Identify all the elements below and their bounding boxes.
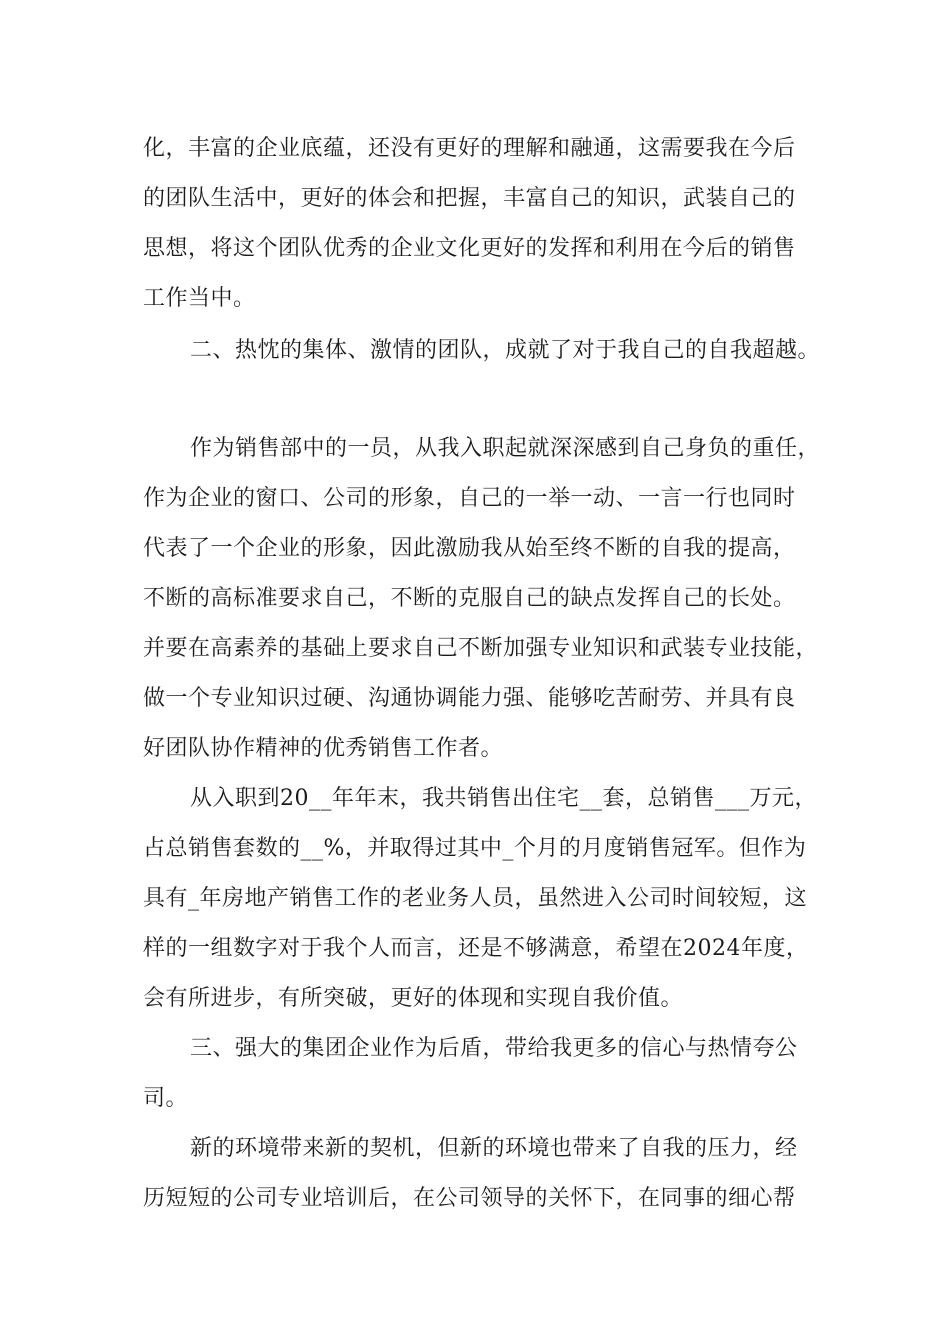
section-heading-3: 三、强大的集团企业作为后盾，带给我更多的信心与热情夸公 — [190, 1036, 798, 1061]
paragraph-line: 工作当中。 — [143, 286, 256, 311]
paragraph-line: 化，丰富的企业底蕴，还没有更好的理解和融通，这需要我在今后 — [143, 136, 796, 161]
paragraph-line: 不断的高标准要求自己，不断的克服自己的缺点发挥自己的长处。 — [143, 586, 796, 611]
paragraph-line: 历短短的公司专业培训后，在公司领导的关怀下，在同事的细心帮 — [143, 1186, 796, 1211]
paragraph-line: 作为销售部中的一员，从我入职起就深深感到自己身负的重任， — [190, 436, 821, 461]
paragraph-line: 司。 — [143, 1086, 189, 1111]
paragraph-line: 作为企业的窗口、公司的形象，自己的一举一动、一言一行也同时 — [143, 486, 796, 511]
paragraph-line: 新的环境带来新的契机，但新的环境也带来了自我的压力，经 — [190, 1136, 798, 1161]
paragraph-line: 从入职到20__年年末，我共销售出住宅__套，总销售___万元， — [190, 786, 817, 811]
paragraph-line: 代表了一个企业的形象，因此激励我从始至终不断的自我的提高， — [143, 536, 796, 561]
section-heading-2: 二、热忱的集体、激情的团队，成就了对于我自己的自我超越。 — [190, 338, 821, 363]
paragraph-line: 会有所进步，有所突破，更好的体现和实现自我价值。 — [143, 986, 684, 1011]
paragraph-line: 占总销售套数的__%，并取得过其中_个月的月度销售冠军。但作为 — [143, 836, 807, 861]
paragraph-line: 的团队生活中，更好的体会和把握，丰富自己的知识，武装自己的 — [143, 186, 796, 211]
paragraph-line: 并要在高素养的基础上要求自己不断加强专业知识和武装专业技能， — [143, 636, 819, 661]
paragraph-line: 好团队协作精神的优秀销售工作者。 — [143, 736, 504, 761]
paragraph-line: 做一个专业知识过硬、沟通协调能力强、能够吃苦耐劳、并具有良 — [143, 686, 796, 711]
paragraph-line: 思想，将这个团队优秀的企业文化更好的发挥和利用在今后的销售 — [143, 236, 796, 261]
paragraph-line: 样的一组数字对于我个人而言，还是不够满意，希望在2024年度， — [143, 936, 809, 961]
paragraph-line: 具有_年房地产销售工作的老业务人员，虽然进入公司时间较短，这 — [143, 886, 808, 911]
